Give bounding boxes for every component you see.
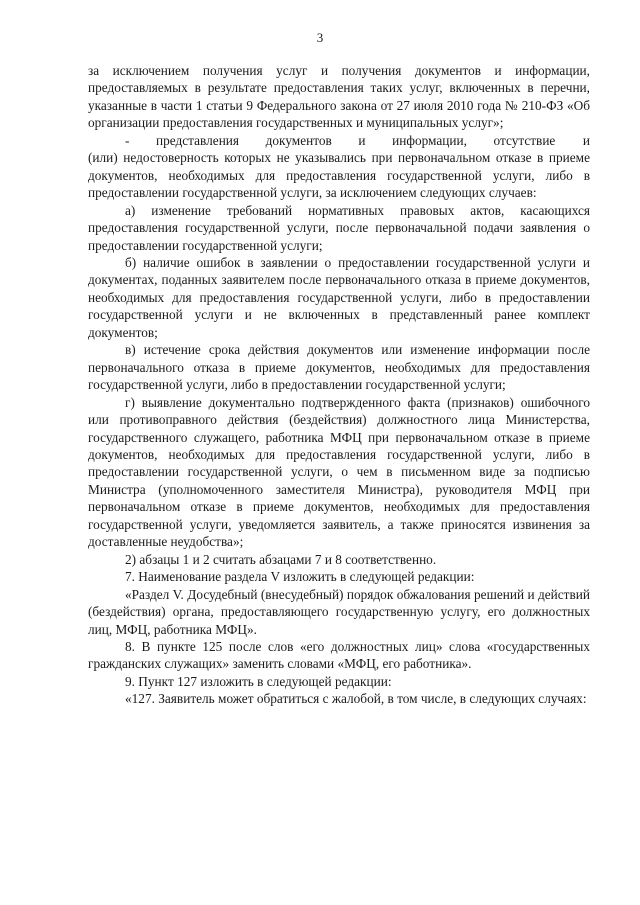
paragraph-point-8: 8. В пункте 125 после слов «его должностных лиц» слова «государственных гражданских служащих» заменить словами «МФЦ, его работника».: [88, 638, 590, 672]
page-number: 3: [316, 30, 324, 45]
paragraph-item-g: г) выявление документально подтвержденного факта (признаков) ошибочного или противоправного действия (бездействия) должностного лица Министерства, государственного служащего, работника МФЦ при первоначальном отказе в приеме документов, необходимых для предоставления государственной услуги, либо в предоставлении государственной услуги, о чем в письменном виде за подписью Министра (уполномоченного заместителя Министра), руководителя МФЦ при первоначальном отказе в приеме документов, необходимых для предоставления государственной услуги, уведомляется заявитель, а также приносятся извинения за доставленные неудобства»;: [88, 394, 590, 550]
paragraph-dash-item: - представления документов и информации, отсутствие и (или) недостоверность которых не указывались при первоначальном отказе в приеме документов, необходимых для предоставления государственной услуги, либо в предоставлении государственной услуги, за исключением следующих случаев:: [88, 132, 590, 201]
paragraph-point-2: 2) абзацы 1 и 2 считать абзацами 7 и 8 соответственно.: [125, 551, 437, 567]
paragraph-item-a: а) изменение требований нормативных правовых актов, касающихся предоставления государственной услуги, после первоначальной подачи заявления о предоставлении государственной услуги;: [88, 202, 590, 253]
paragraph-point-9: 9. Пункт 127 изложить в следующей редакции:: [125, 673, 392, 689]
paragraph-item-b: б) наличие ошибок в заявлении о предоставлении государственной услуги и документах, поданных заявителем после первоначального отказа в приеме документов, необходимых для предоставления государственной услуги, либо в предоставлении государственной услуги и не включенных в представленный ранее комплект документов;: [88, 254, 590, 340]
paragraph-section-v-title: «Раздел V. Досудебный (внесудебный) порядок обжалования решений и действий (бездействия) органа, предоставляющего государственную услугу, его должностных лиц, МФЦ, работника МФЦ».: [88, 586, 590, 637]
paragraph-intro-continuation: за исключением получения услуг и получения документов и информации, предоставляемых в результате предоставления таких услуг, включенных в перечни, указанные в части 1 статьи 9 Федерального закона от 27 июля 2010 года № 210-ФЗ «Об организации предоставления государственных и муниципальных услуг»;: [88, 63, 590, 131]
paragraph-point-7: 7. Наименование раздела V изложить в следующей редакции:: [125, 569, 475, 585]
paragraph-item-v: в) истечение срока действия документов или изменение информации после первоначального отказа в приеме документов, необходимых для предоставления государственной услуги, либо в предоставлении государственной услуги;: [88, 342, 590, 393]
paragraph-point-127: «127. Заявитель может обратиться с жалобой, в том числе, в следующих случаях:: [125, 691, 587, 707]
document-body: [88, 62, 590, 708]
